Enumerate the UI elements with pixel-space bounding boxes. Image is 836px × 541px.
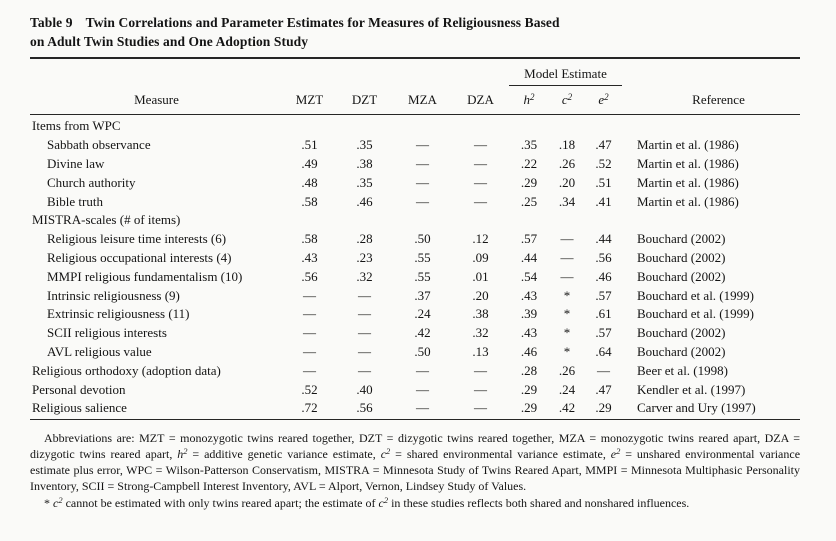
cell-mza: — [416, 400, 429, 416]
table-row [30, 230, 800, 249]
footnotes [30, 430, 800, 511]
cell-h2: .35 [520, 137, 538, 153]
table-caption-line1 [30, 13, 800, 32]
cell-mzt: .49 [301, 155, 318, 171]
cell-dzt: — [358, 343, 371, 359]
cell-dza: — [474, 174, 487, 190]
cell-mza: .50 [414, 343, 431, 359]
cell-mza: .50 [414, 231, 431, 247]
table-caption [30, 13, 800, 51]
cell-e2: .29 [595, 400, 612, 416]
cell-reference: Bouchard et al. (1999) [637, 306, 754, 322]
row-label: Church authority [47, 174, 136, 190]
column-header-measure: Measure [134, 92, 179, 107]
cell-dzt: .46 [356, 193, 373, 209]
cell-h2: .39 [520, 306, 538, 322]
cell-e2: .47 [595, 137, 612, 153]
table-row [30, 173, 800, 192]
footnote-abbreviations: Abbreviations are: MZT = monozygotic twins reared together, DZT = dizygotic twins reared together, MZA = monozygotic twins reared apart, DZA = dizygotic twins reared apart, $h^2$ = additive genetic variance estimate, $c^2$ = shared environmental variance estimate, $e^2$ = unshared environmental variance estimate plus error, WPC = Wilson-Patterson Conservatism, MISTRA = Minnesota Study of Twins Reared Apart, MMPI = Minnesota Multiphasic Personality Inventory, SCII = Strong-Campbell Interest Inventory, AVL = Alport, Vernon, Lindsey Study of Values. [30, 430, 801, 494]
cell-e2: .41 [595, 193, 612, 209]
table-row [30, 361, 800, 380]
cell-h2: .44 [520, 249, 538, 265]
cell-c2: .24 [558, 381, 576, 397]
cell-reference: Bouchard (2002) [637, 249, 726, 265]
cell-e2: .51 [595, 174, 612, 190]
column-header-c2: $c^2$ [561, 92, 573, 107]
table-header [30, 59, 800, 115]
cell-e2: .44 [595, 231, 612, 247]
cell-mzt: — [303, 306, 316, 322]
cell-mzt: — [303, 325, 316, 341]
table-row [30, 324, 800, 343]
cell-mza: .24 [414, 306, 431, 322]
row-label: Divine law [47, 155, 105, 171]
cell-mza: .37 [414, 287, 431, 303]
spanner-row [30, 59, 800, 86]
cell-e2: .61 [595, 306, 612, 322]
column-header-mzt: MZT [295, 92, 324, 107]
cell-e2: .56 [595, 249, 612, 265]
cell-e2: .46 [595, 268, 612, 284]
column-header-reference: Reference [692, 92, 745, 107]
cell-dzt: — [358, 362, 371, 378]
cell-dzt: .28 [356, 231, 373, 247]
cell-mzt: .48 [301, 174, 318, 190]
cell-h2: .29 [520, 174, 538, 190]
cell-dza: — [474, 381, 487, 397]
column-header-row [30, 86, 800, 114]
cell-mzt: .58 [301, 193, 318, 209]
cell-mza: — [416, 155, 429, 171]
table-row [30, 399, 800, 418]
row-label: Personal devotion [32, 381, 126, 397]
table-row [30, 343, 800, 362]
row-label: Intrinsic religiousness (9) [47, 287, 180, 303]
cell-dza: — [474, 193, 487, 209]
cell-reference: Bouchard (2002) [637, 268, 726, 284]
cell-c2: — [560, 249, 574, 265]
row-label: SCII religious interests [47, 325, 167, 341]
cell-h2: .43 [520, 325, 538, 341]
cell-e2: .57 [595, 325, 612, 341]
table-row [30, 380, 800, 399]
cell-dza: — [474, 400, 487, 416]
cell-reference: Bouchard et al. (1999) [637, 287, 754, 303]
column-header-dzt: DZT [351, 92, 378, 107]
cell-c2: .26 [558, 155, 576, 171]
cell-reference: Martin et al. (1986) [637, 155, 739, 171]
cell-c2: — [560, 231, 574, 247]
cell-dzt: .32 [356, 268, 373, 284]
cell-dzt: .35 [356, 174, 373, 190]
table-title-line1: Twin Correlations and Parameter Estimates for Measures of Religiousness Based [85, 15, 560, 30]
cell-mza: — [416, 362, 429, 378]
cell-e2: — [597, 362, 610, 378]
row-label: Extrinsic religiousness (11) [47, 306, 190, 322]
cell-dzt: — [358, 306, 371, 322]
table-row [30, 155, 800, 174]
row-label: Bible truth [47, 193, 103, 209]
cell-dzt: .56 [356, 400, 373, 416]
row-label: Items from WPC [32, 118, 121, 134]
row-label: Religious orthodoxy (adoption data) [32, 362, 221, 378]
column-header-h2: $h^2$ [523, 92, 535, 107]
cell-dzt: .23 [356, 249, 373, 265]
cell-h2: .25 [520, 193, 538, 209]
cell-dza: — [474, 362, 487, 378]
cell-h2: .43 [520, 287, 538, 303]
cell-mzt: .58 [301, 231, 318, 247]
cell-dza: .32 [472, 325, 489, 341]
cell-reference: Beer et al. (1998) [637, 362, 728, 378]
cell-dzt: .40 [356, 381, 373, 397]
bottom-rule [30, 419, 800, 420]
cell-mzt: .52 [301, 381, 318, 397]
row-label: Religious salience [32, 400, 127, 416]
cell-reference: Bouchard (2002) [637, 325, 726, 341]
model-estimate-spanner: Model Estimate [509, 66, 622, 86]
section-row [30, 211, 800, 230]
cell-reference: Carver and Ury (1997) [637, 400, 756, 416]
table-9-block [30, 13, 800, 511]
cell-h2: .28 [520, 362, 538, 378]
row-label: Religious leisure time interests (6) [47, 231, 227, 247]
cell-c2: .26 [558, 362, 576, 378]
cell-e2: .47 [595, 381, 612, 397]
cell-h2: .29 [520, 400, 538, 416]
footnote-star: * $c^2$ cannot be estimated with only twins reared apart; the estimate of $c^2$ in these studies reflects both shared and nonshared influences. [44, 494, 690, 510]
cell-mzt: — [303, 287, 316, 303]
column-header-e2: $e^2$ [598, 92, 609, 107]
cell-mza: — [416, 174, 429, 190]
table-row [30, 136, 800, 155]
cell-c2: .34 [558, 193, 576, 209]
cell-mza: .55 [414, 268, 431, 284]
column-header-dza: DZA [467, 92, 494, 107]
cell-dza: — [474, 137, 487, 153]
cell-mza: — [416, 193, 429, 209]
table-row [30, 267, 800, 286]
cell-reference: Martin et al. (1986) [637, 193, 739, 209]
row-label: MISTRA-scales (# of items) [32, 212, 181, 228]
cell-c2: .18 [558, 137, 576, 153]
cell-h2: .46 [520, 343, 538, 359]
cell-mzt: — [303, 343, 316, 359]
cell-h2: .57 [520, 231, 538, 247]
cell-dza: .38 [472, 306, 489, 322]
cell-e2: .64 [595, 343, 612, 359]
section-row [30, 117, 800, 136]
cell-reference: Bouchard (2002) [637, 231, 726, 247]
table-row [30, 286, 800, 305]
cell-c2: .42 [558, 400, 576, 416]
cell-mza: — [416, 137, 429, 153]
cell-dza: .01 [472, 268, 489, 284]
cell-reference: Martin et al. (1986) [637, 137, 739, 153]
table-label: Table 9 [30, 15, 73, 30]
cell-c2: — [560, 268, 574, 284]
cell-h2: .54 [520, 268, 538, 284]
cell-mzt: .51 [301, 137, 318, 153]
cell-reference: Martin et al. (1986) [637, 174, 739, 190]
row-label: Sabbath observance [47, 137, 151, 153]
table-title-line2: on Adult Twin Studies and One Adoption Study [30, 34, 309, 49]
cell-e2: .57 [595, 287, 612, 303]
row-label: AVL religious value [47, 343, 152, 359]
row-label: Religious occupational interests (4) [47, 249, 232, 265]
column-header-mza: MZA [408, 92, 437, 107]
cell-c2: * [563, 306, 571, 322]
cell-mza: .55 [414, 249, 431, 265]
cell-e2: .52 [595, 155, 612, 171]
table-row [30, 192, 800, 211]
cell-reference: Kendler et al. (1997) [637, 381, 746, 397]
cell-c2: * [563, 325, 571, 341]
cell-mzt: .72 [301, 400, 318, 416]
cell-c2: .20 [558, 174, 576, 190]
cell-dzt: .38 [356, 155, 373, 171]
cell-h2: .29 [520, 381, 538, 397]
cell-mza: — [416, 381, 429, 397]
cell-dza: .20 [472, 287, 489, 303]
cell-mzt: .43 [301, 249, 318, 265]
cell-dzt: — [358, 287, 371, 303]
cell-dza: .13 [472, 343, 489, 359]
cell-dza: .12 [472, 231, 489, 247]
table-row [30, 249, 800, 268]
cell-h2: .22 [520, 155, 538, 171]
cell-c2: * [563, 287, 571, 303]
cell-mzt: .56 [301, 268, 318, 284]
cell-dzt: .35 [356, 137, 373, 153]
cell-mzt: — [303, 362, 316, 378]
cell-reference: Bouchard (2002) [637, 343, 726, 359]
cell-mza: .42 [414, 325, 431, 341]
cell-dza: — [474, 155, 487, 171]
row-label: MMPI religious fundamentalism (10) [47, 268, 243, 284]
table-row [30, 305, 800, 324]
cell-c2: * [563, 343, 571, 359]
cell-dzt: — [358, 325, 371, 341]
table-body [30, 115, 800, 419]
cell-dza: .09 [472, 249, 489, 265]
